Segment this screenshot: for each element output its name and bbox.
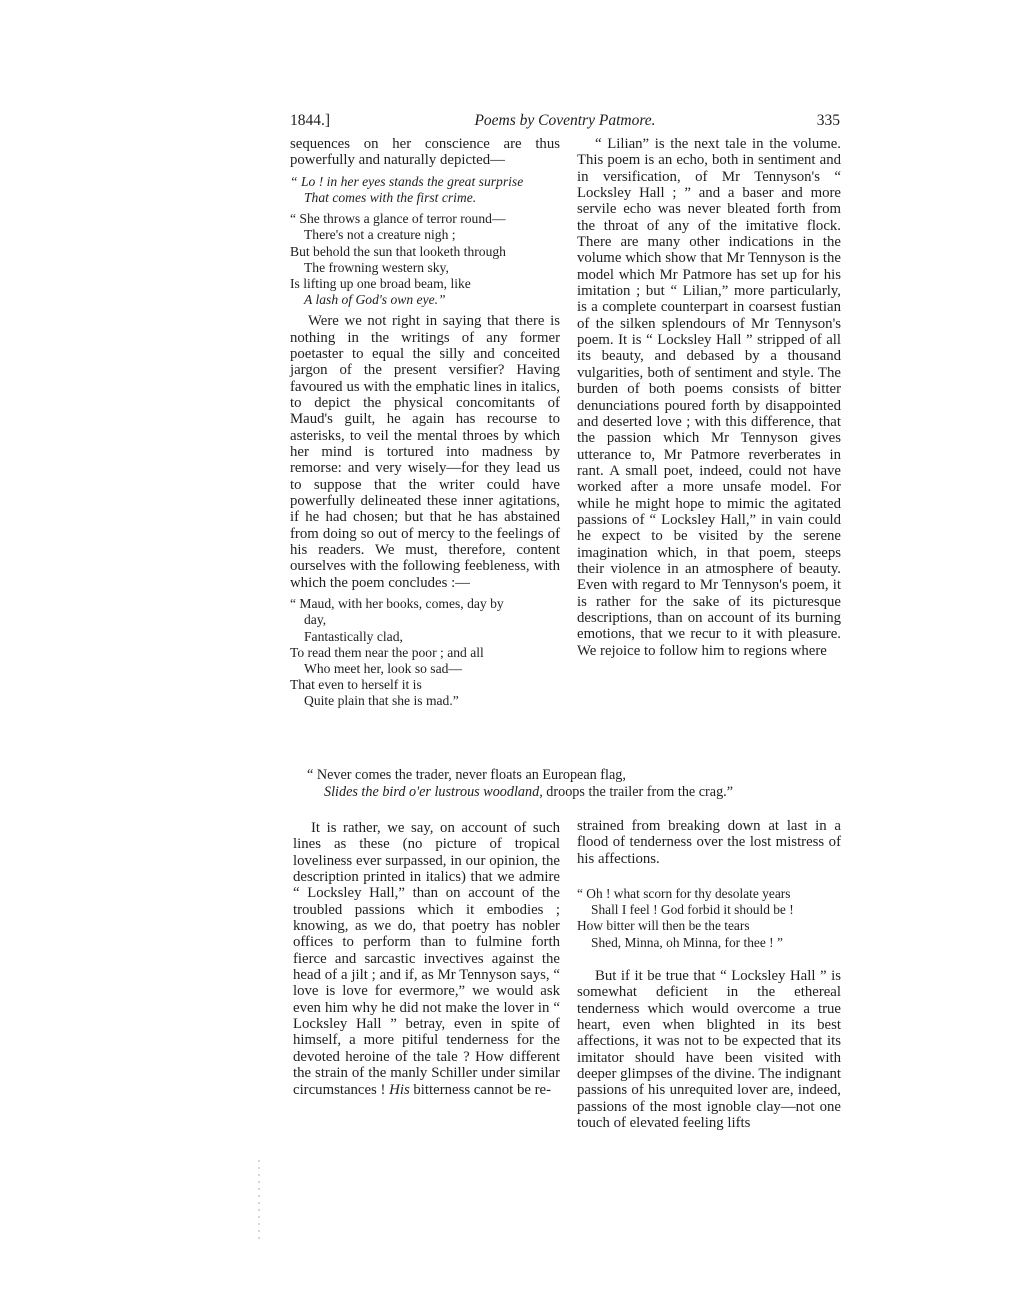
verse-line: “ She throws a glance of terror round—	[290, 211, 506, 227]
col3-text: It is rather, we say, on account of such lines as these (no picture of tropical loveliness ever surpassed, in our opinion, the description printed in italics) that we admire “ Locksley Hall,” than on account of the troubled passions which it embodies ; knowing, as we do, that poetry has nobler offices to perform than to fulmine forth fierce and sarcastic invectives against the head of a jilt ; and if, as Mr Tennyson says, “ love is love for evermore,” we would ask even him why he did not make the lover in “ Locksley Hall ” betray, even in spite of himself, a more pitiful tenderness for the devoted heroine of the tale ? How different the strain of the manly Schiller under similar circumstances !	[293, 820, 560, 1098]
col1-verse-2	[290, 211, 560, 308]
col1-intro: sequences on her conscience are thus powerfully and naturally depicted—	[290, 136, 560, 169]
verse-line: Quite plain that she is mad.”	[304, 693, 459, 709]
verse-line: Shall I feel ! God forbid it should be !	[591, 902, 794, 918]
spacer	[577, 867, 841, 881]
header-title: Poems by Coventry Patmore.	[474, 112, 656, 129]
verse-line: That comes with the first crime.	[304, 189, 477, 205]
col3-italic-word: His	[389, 1081, 410, 1098]
quote-line-1: “ Never comes the trader, never floats an European flag,	[307, 767, 626, 783]
verse-line: But behold the sun that looketh through	[290, 243, 506, 259]
column-left-top	[290, 136, 560, 715]
verse-line: There's not a creature nigh ;	[304, 227, 456, 243]
verse-line: How bitter will then be the tears	[577, 918, 750, 934]
running-header	[290, 112, 840, 134]
spacer	[577, 956, 841, 968]
verse-line: Shed, Minna, oh Minna, for thee ! ”	[591, 934, 783, 950]
col3-paragraph	[293, 820, 560, 1098]
quote-line-2-italic: Slides the bird o'er lustrous woodland,	[324, 784, 543, 801]
quote-line-2	[307, 784, 837, 801]
col4-paragraph-1: strained from breaking down at last in a flood of tenderness over the lost mistress of his affections.	[577, 818, 841, 867]
col2-paragraph: “ Lilian” is the next tale in the volume. This poem is an echo, both in sentiment and in versification, of Mr Tennyson's “ Locksley Hall ; ” and a baser and more servile echo was never bleated forth from the throat of any of the imitative flock. There are many other indications in the volume which show that Mr Tennyson is the model which Mr Patmore has set up for his imitation ; but “ Lilian,” more particularly, is a complete counterpart in coarsest fustian of the silken splendours of Mr Tennyson's poem. It is “ Locksley Hall ” stripped of all its beauty, and debased by a thousand vulgarities, both of sentiment and style. The burden of both poems consists of bitter denunciations poured forth by disappointed and deserted love ; with this difference, that the passion which Mr Tennyson gives utterance to, Mr Patmore reverberates in rant. A small poet, indeed, could not have worked after a more unsafe model. For while he might hope to mimic the agitated passions of “ Locksley Hall,” in vain could he expect to be visited by the serene imagination which, in that poem, steeps their violence in an atmosphere of beauty. Even with regard to Mr Tennyson's poem, it is rather for the sake of its picturesque descriptions, than on account of its burning emotions, that we recur to it with pleasure. We rejoice to follow him to regions where	[577, 136, 841, 659]
verse-line: “ Oh ! what scorn for thy desolate years	[577, 886, 791, 902]
column-right-bottom	[577, 818, 841, 1131]
column-right-top	[577, 136, 841, 659]
verse-line: The frowning western sky,	[304, 259, 449, 275]
col3-text-end: bitterness cannot be re-	[409, 1081, 552, 1098]
verse-line: Fantastically clad,	[304, 628, 403, 644]
verse-line: “ Lo ! in her eyes stands the great surprise	[290, 173, 524, 189]
verse-line: Who meet her, look so sad—	[304, 660, 463, 676]
verse-line: Is lifting up one broad beam, like	[290, 275, 471, 291]
wide-quotation	[307, 767, 837, 802]
binding-gutter-mark	[258, 1160, 260, 1240]
col4-paragraph-2: But if it be true that “ Locksley Hall ” is somewhat deficient in the ethereal tenderness which would overcome a true heart, even when blighted in its best affections, it was not to be expected that its imitator should have been visited with deeper glimpses of the divine. The indignant passions of his unrequited lover are, indeed, passions of the most ignoble clay—not one touch of elevated feeling lifts	[577, 967, 841, 1131]
verse-line: A lash of God's own eye.”	[304, 292, 446, 308]
verse-line: day,	[304, 612, 327, 628]
col4-verse	[577, 886, 841, 951]
header-year: 1844.]	[290, 112, 331, 129]
verse-line: That even to herself it is	[290, 677, 422, 693]
col1-verse-3	[290, 596, 560, 709]
col1-paragraph: Were we not right in saying that there is nothing in the writings of any former poetaster to equal the silly and conceited jargon of the present versifier? Having favoured us with the emphatic lines in italics, to depict the physical concomitants of Maud's guilt, he again has recourse to asterisks, to veil the mental throes by which her mind is tortured into madness by remorse: and very wisely—for they lead us to suppose that the writer could have powerfully delineated these inner agitations, if he had chosen; but that he has abstained from doing so out of mercy to the feelings of his readers. We must, therefore, content ourselves with the following feebleness, with which the poem concludes :—	[290, 313, 560, 591]
verse-line: To read them near the poor ; and all	[290, 644, 484, 660]
verse-line: “ Maud, with her books, comes, day by	[290, 596, 504, 612]
col1-verse-1	[290, 174, 560, 206]
quote-line-2-rest: droops the trailer from the crag.”	[542, 784, 734, 801]
column-left-bottom	[293, 820, 560, 1098]
page-number: 335	[816, 112, 840, 129]
